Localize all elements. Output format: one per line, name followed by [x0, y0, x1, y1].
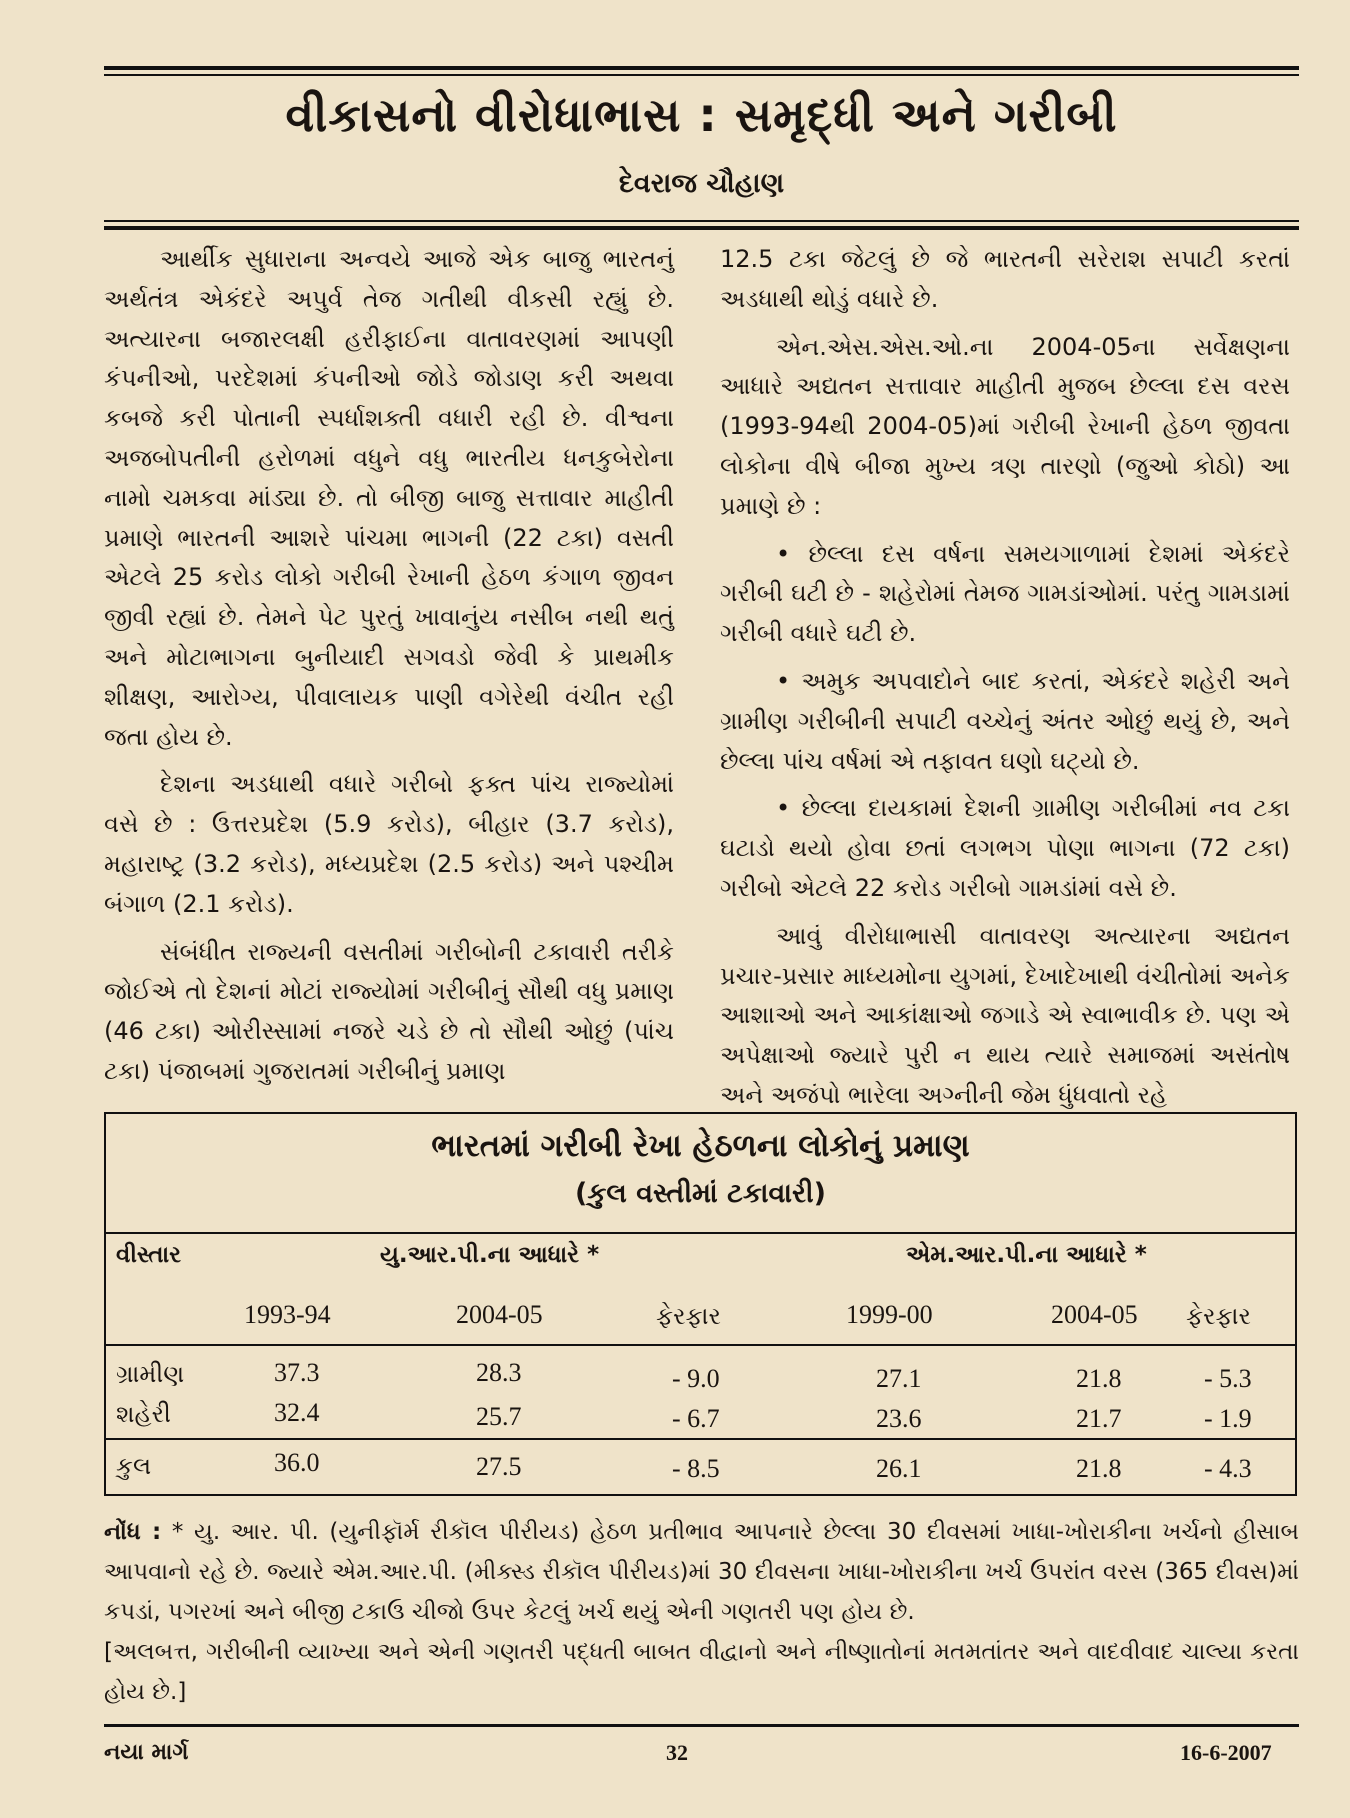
table-cell: 27.1 [876, 1364, 922, 1393]
table-cell: - 4.3 [1204, 1454, 1252, 1483]
note-label: નોંધ : [104, 1519, 162, 1545]
mrp-group-header: એમ.આર.પી.ના આધારે * [906, 1242, 1147, 1268]
table-cell: - 6.7 [672, 1404, 720, 1433]
paragraph: સંબંધીત રાજ્યની વસતીમાં ગરીબોની ટકાવારી તરીકે જોઈએ તો દેશનાં મોટાં રાજ્યોમાં ગરીબીનું સૌથી વધુ પ્રમાણ (46 ટકા) ઓરીસ્સામાં નજરે ચડે છે તો સૌથી ઓછું (પાંચ ટકા) પંજાબમાં ગુજરાતમાં ગરીબીનું પ્રમાણ [104, 937, 674, 1085]
table-cell: 25.7 [476, 1402, 522, 1431]
note-bracket: [અલબત્ત, ગરીબીની વ્યાખ્યા અને એની ગણતરી પદ્ધતી બાબત વીદ્વાનો અને નીષ્ણાતોનાં મતમતાંતર અને વાદવીવાદ ચાલ્યા કરતા હોય છે.] [104, 1639, 1299, 1705]
table-cell: 27.5 [476, 1452, 522, 1481]
top-rule-thin [104, 74, 1299, 76]
paragraph: 12.5 ટકા જેટલું છે જે ભારતની સરેરાશ સપાટી કરતાં અડધાથી થોડું વધારે છે. [720, 245, 1290, 313]
article-title: વીકાસનો વીરોધાભાસ : સમૃદ્ધી અને ગરીબી [285, 88, 1118, 142]
urp-group-header: યુ.આર.પી.ના આધારે * [380, 1242, 600, 1268]
paragraph: આવું વીરોધાભાસી વાતાવરણ અત્યારના અદ્યતન પ્રચાર-પ્રસાર માધ્યમોના યુગમાં, દેખાદેખાથી વંચીતોમાં અનેક આશાઓ અને આકાંક્ષાઓ જગાડે એ સ્વાભાવીક છે. પણ એ અપેક્ષાઓ જ્યારે પુરી ન થાય ત્યારે સમાજમાં અસંતોષ અને અજંપો ભારેલા અગ્નીની જેમ ધુંધવાતો રહે [720, 921, 1290, 1109]
col-header: 1999-00 [846, 1300, 933, 1329]
paragraph: એન.એસ.એસ.ઓ.ના 2004-05ના સર્વેક્ષણના આધારે અદ્યતન સત્તાવાર માહીતી મુજબ છેલ્લા દસ વરસ (1993-94થી 2004-05)માં ગરીબી રેખાની હેઠળ જીવતા લોકોના વીષે બીજા મુખ્ય ત્રણ તારણો (જુઓ કોઠો) આ પ્રમાણે છે : [720, 332, 1290, 520]
table-cell: 23.6 [876, 1404, 922, 1433]
bullet-point: • અમુક અપવાદોને બાદ કરતાં, એકંદરે શહેરી અને ગ્રામીણ ગરીબીની સપાટી વચ્ચેનું અંતર ઓછું થયું છે, અને છેલ્લા પાંચ વર્ષમાં એ તફાવત ઘણો ઘટ્યો છે. [720, 666, 1290, 775]
bullet-point: • છેલ્લા દસ વર્ષના સમયગાળામાં દેશમાં એકંદરે ગરીબી ઘટી છે - શહેરોમાં તેમજ ગામડાંઓમાં. પરંતુ ગામડામાં ગરીબી વધારે ઘટી છે. [720, 539, 1290, 648]
table-cell: 37.3 [274, 1358, 320, 1387]
col-header: ફેરફાર [1186, 1302, 1251, 1330]
bullet-point: • છેલ્લા દાયકામાં દેશની ગ્રામીણ ગરીબીમાં નવ ટકા ઘટાડો થયો હોવા છતાં લગભગ પોણા ભાગના (72 ટકા) ગરીબો એટલે 22 કરોડ ગરીબો ગામડાંમાં વસે છે. [720, 794, 1290, 902]
publication-name: નયા માર્ગ [104, 1740, 189, 1765]
poverty-table [104, 1112, 1297, 1496]
table-cell: - 8.5 [672, 1454, 720, 1483]
table-cell: 21.8 [1076, 1454, 1122, 1483]
table-cell: - 5.3 [1204, 1364, 1252, 1393]
table-cell: 21.7 [1076, 1404, 1122, 1433]
col-header: 2004-05 [1051, 1300, 1138, 1329]
col-header: 2004-05 [456, 1300, 543, 1329]
table-rule [106, 1344, 1295, 1346]
col-header: ફેરફાર [656, 1302, 721, 1330]
row-label: ગ્રામીણ [116, 1360, 185, 1388]
issue-date: 16-6-2007 [1180, 1740, 1272, 1765]
table-cell: 36.0 [274, 1448, 320, 1477]
header-rule-thin [104, 220, 1299, 222]
row-label: શહેરી [116, 1400, 171, 1428]
table-cell: 32.4 [274, 1398, 320, 1427]
table-cell: 21.8 [1076, 1364, 1122, 1393]
col-header: 1993-94 [244, 1300, 331, 1329]
note-body [104, 1512, 1299, 1632]
table-cell: - 1.9 [1204, 1404, 1252, 1433]
table-title: ભારતમાં ગરીબી રેખા હેઠળના લોકોનું પ્રમાણ [431, 1128, 970, 1164]
left-column [104, 240, 674, 1100]
right-column [720, 240, 1290, 1124]
table-cell: 26.1 [876, 1454, 922, 1483]
article-author: દેવરાજ ચૌહાણ [618, 168, 785, 199]
paragraph: આર્થીક સુધારાના અન્વયે આજે એક બાજુ ભારતનું અર્થતંત્ર એકંદરે અપુર્વ તેજ ગતીથી વીકસી રહ્યું છે. અત્યારના બજારલક્ષી હરીફાઈના વાતાવરણમાં આપણી કંપનીઓ, પરદેશમાં કંપનીઓ જોડે જોડાણ કરી અથવા કબજે કરી પોતાની સ્પર્ધાશક્તી વધારી રહી છે. વીશ્વના અજબોપતીની હરોળમાં વધુને વધુ ભારતીય ધનકુબેરોના નામો ચમકવા માંડ્યા છે. તો બીજી બાજુ સત્તાવાર માહીતી પ્રમાણે ભારતની આશરે પાંચમા ભાગની (22 ટકા) વસતી એટલે 25 કરોડ લોકો ગરીબી રેખાની હેઠળ કંગાળ જીવન જીવી રહ્યાં છે. તેમને પેટ પુરતું ખાવાનુંય નસીબ નથી થતું અને મોટાભાગના બુનીયાદી સગવડો જેવી કે પ્રાથમીક શીક્ષણ, આરોગ્ય, પીવાલાયક પાણી વગેરેથી વંચીત રહી જતા હોય છે. [104, 245, 674, 751]
table-rule [106, 1232, 1295, 1234]
table-rule [106, 1438, 1295, 1440]
header-rule [104, 226, 1299, 230]
table-cell: - 9.0 [672, 1364, 720, 1393]
footnote [104, 1512, 1299, 1712]
page-number: 32 [666, 1740, 688, 1765]
table-subtitle: (કુલ વસ્તીમાં ટકાવારી) [575, 1178, 826, 1209]
row-label: કુલ [116, 1452, 152, 1480]
paragraph: દેશના અડધાથી વધારે ગરીબો ફક્ત પાંચ રાજ્યોમાં વસે છે : ઉત્તરપ્રદેશ (5.9 કરોડ), બીહાર (3.7 કરોડ), મહારાષ્ટ્ર (3.2 કરોડ), મધ્યપ્રદેશ (2.5 કરોડ) અને પશ્ચીમ બંગાળ (2.1 કરોડ). [104, 770, 674, 918]
note-text: * યુ. આર. પી. (યુનીફૉર્મ રીકૉલ પીરીયડ) હેઠળ પ્રતીભાવ આપનારે છેલ્લા 30 દીવસમાં ખાધા-ખોરાકીના ખર્ચનો હીસાબ આપવાનો રહે છે. જ્યારે એમ.આર.પી. (મીક્સ્ડ રીકૉલ પીરીયડ)માં 30 દીવસના ખાધા-ખોરાકીના ખર્ચ ઉપરાંત વરસ (365 દીવસ)માં કપડાં, પગરખાં અને બીજી ટકાઉ ચીજો ઉપર કેટલું ખર્ચ થયું એની ગણતરી પણ હોય છે. [104, 1519, 1300, 1625]
footer-rule [104, 1724, 1299, 1727]
table-cell: 28.3 [476, 1358, 522, 1387]
area-header: વીસ્તાર [116, 1242, 182, 1268]
top-rule [104, 66, 1299, 70]
